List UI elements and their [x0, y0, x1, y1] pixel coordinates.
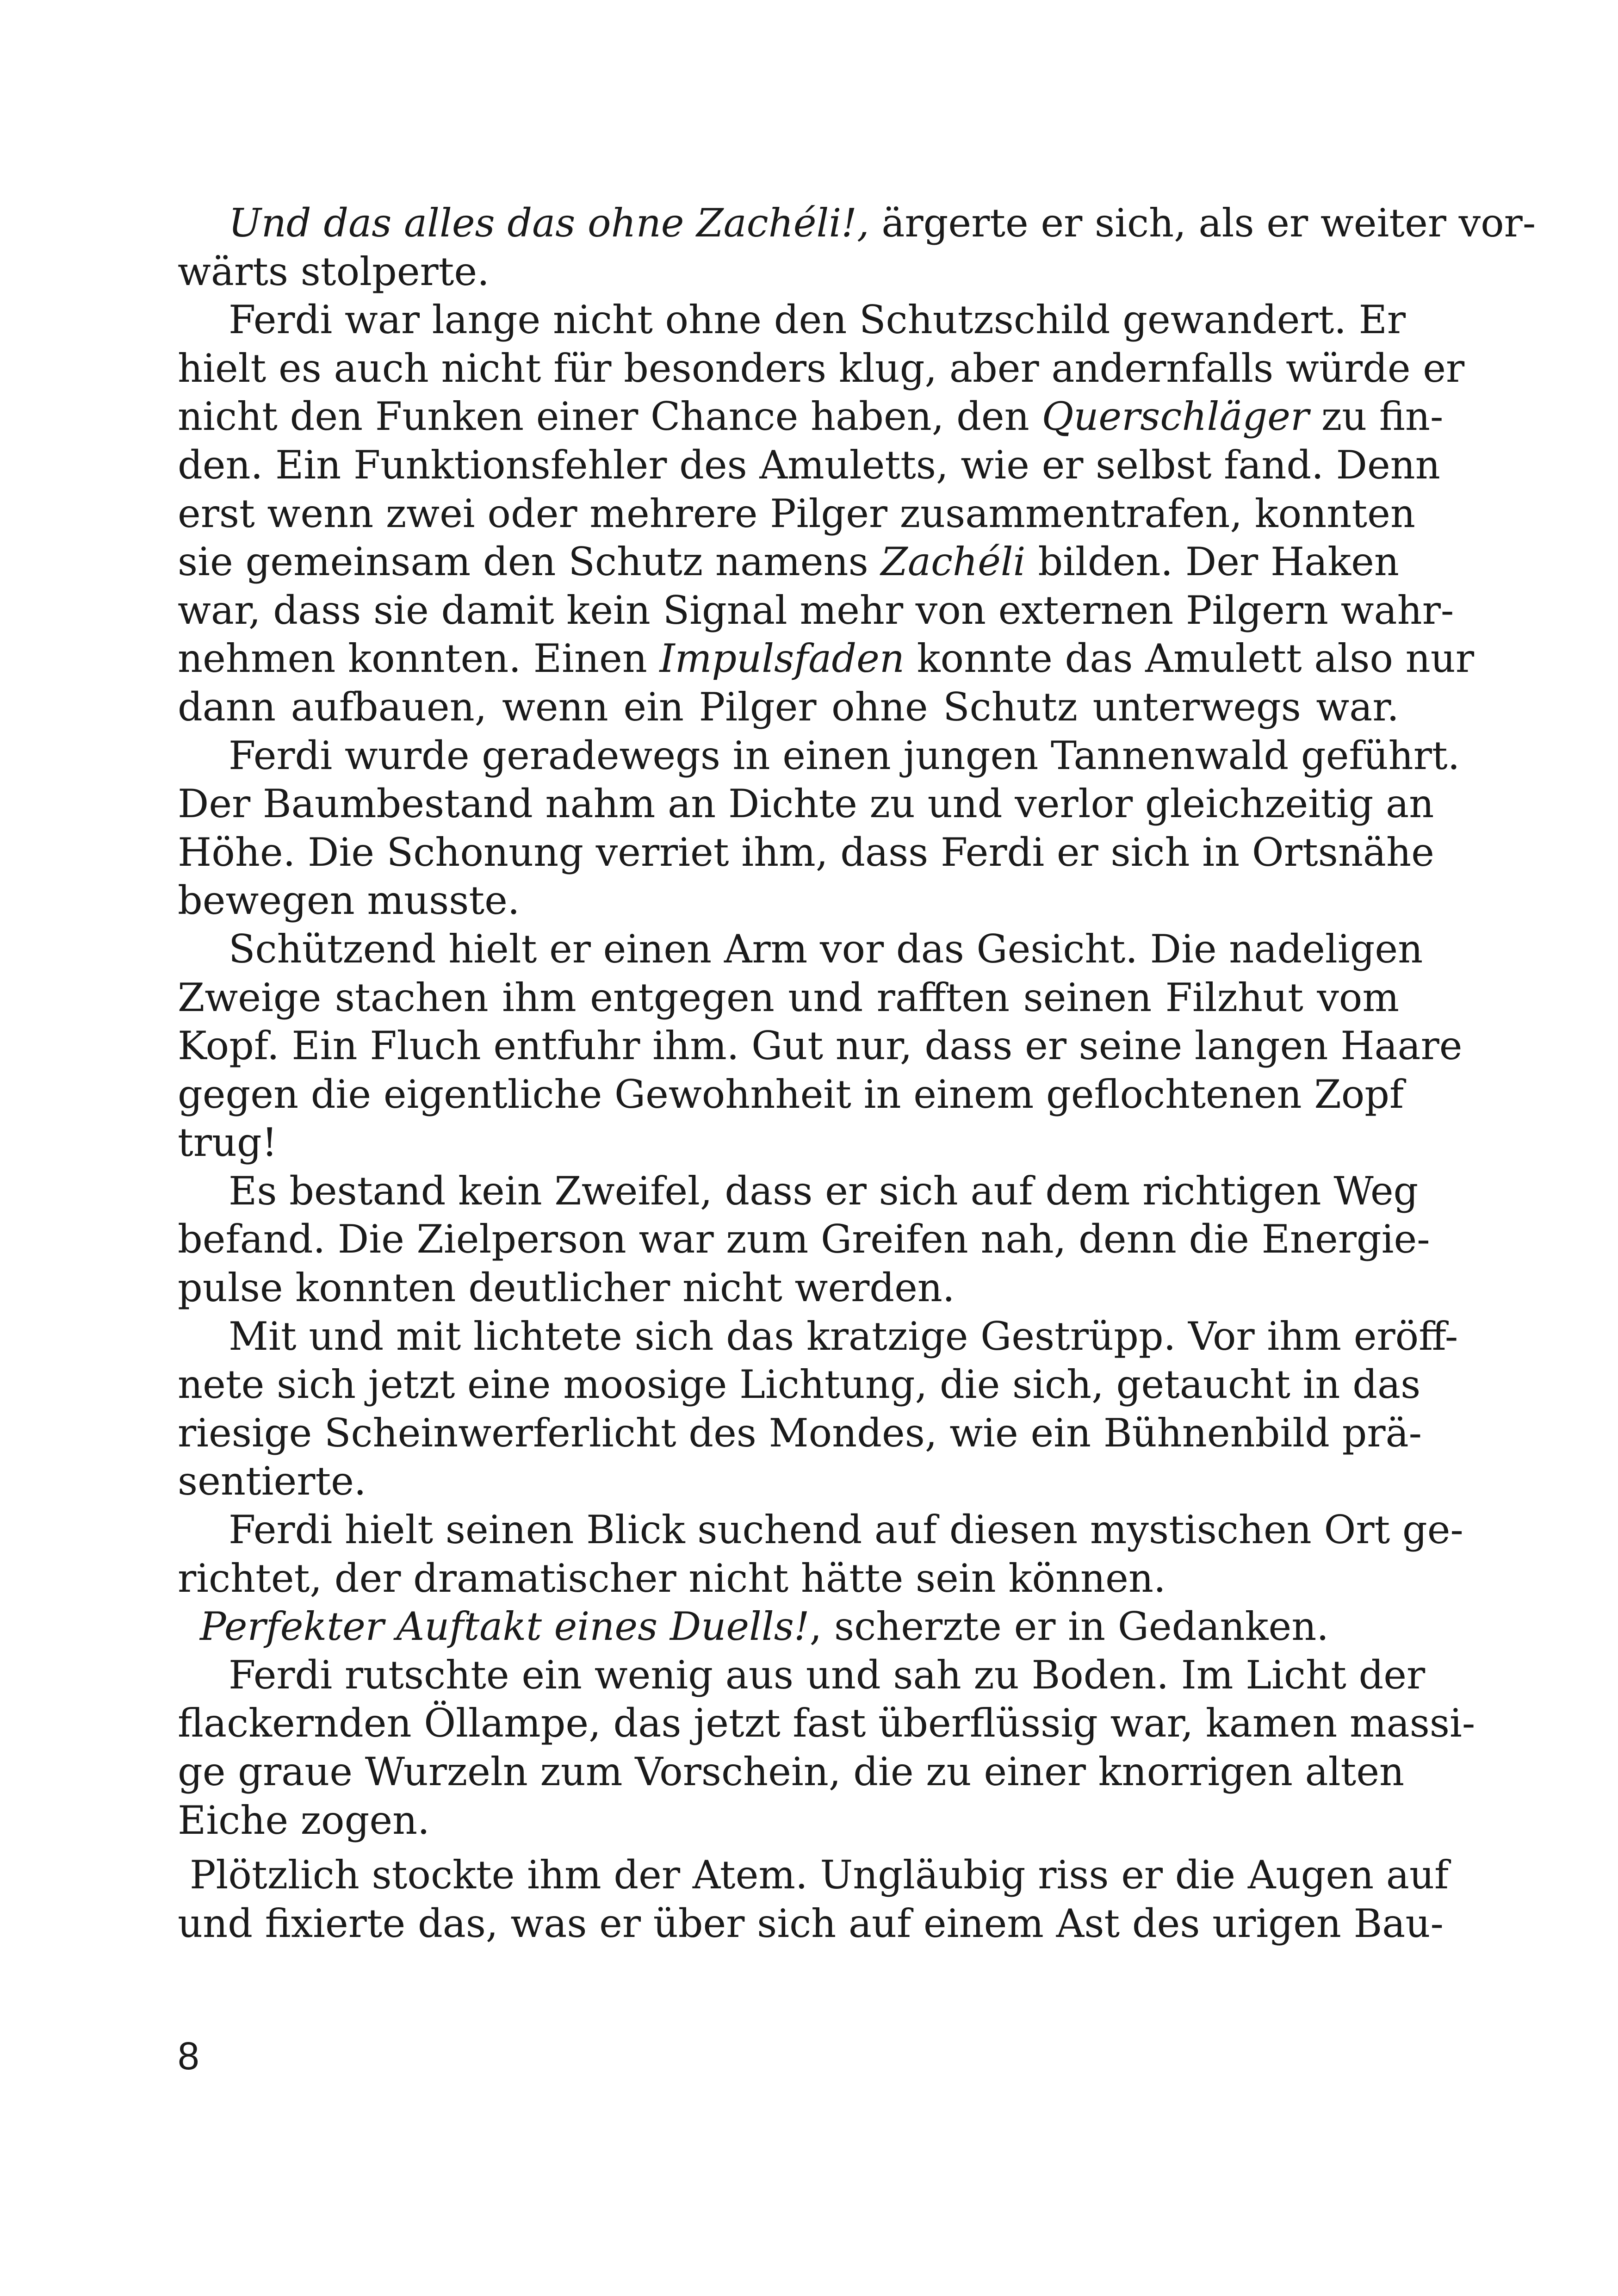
text-line-28: Ferdi hielt seinen Blick suchend auf diesen mystischen Ort ge- — [229, 1507, 1463, 1553]
paragraph-gap — [178, 1844, 1399, 1851]
inner-thought-italic: Perfekter Auftakt eines Duells! — [200, 1604, 810, 1650]
italic-term: Impulsfaden — [659, 636, 905, 682]
text-line-21: Es bestand kein Zweifel, dass er sich auf dem richtigen Weg — [229, 1168, 1419, 1214]
page-number: 8 — [178, 2034, 199, 2078]
text-line-9: war, dass sie damit kein Signal mehr von externen Pilgern wahr- — [178, 587, 1454, 633]
text-line-22: befand. Die Zielperson war zum Greifen nah, denn die Energie- — [178, 1216, 1430, 1262]
text-line-20: trug! — [178, 1120, 278, 1166]
text-line-1: Und das alles das ohne Zachéli!, ärgerte er sich, als er weiter vor- — [229, 200, 1536, 246]
text-line-5: nicht den Funken einer Chance haben, den Querschläger zu fin- — [178, 394, 1444, 440]
text-line-10: nehmen konnten. Einen Impulsfaden konnte das Amulett also nur — [178, 636, 1475, 682]
text-line-29: richtet, der dramatischer nicht hätte sein können. — [178, 1555, 1166, 1601]
italic-term: Zachéli — [880, 539, 1026, 585]
text-line-7: erst wenn zwei oder mehrere Pilger zusammentrafen, konnten — [178, 490, 1415, 536]
text-line-34: Eiche zogen. — [178, 1797, 430, 1843]
text-line-16: Schützend hielt er einen Arm vor das Gesicht. Die nadeligen — [229, 926, 1423, 972]
text-line-3: Ferdi war lange nicht ohne den Schutzschild gewandert. Er — [229, 297, 1406, 343]
text-line-13: Der Baumbestand nahm an Dichte zu und verlor gleichzeitig an — [178, 781, 1434, 827]
text-line-8: sie gemeinsam den Schutz namens Zachéli bilden. Der Haken — [178, 539, 1399, 585]
book-page-text — [178, 199, 1536, 1948]
text-line-2: wärts stolperte. — [178, 248, 490, 294]
text-line-30: Perfekter Auftakt eines Duells!, scherzte er in Gedanken. — [200, 1604, 1329, 1650]
text-line-23: pulse konnten deutlicher nicht werden. — [178, 1265, 955, 1311]
inner-thought-italic: Und das alles das ohne Zachéli!, — [229, 200, 869, 246]
text-line-36: und fixierte das, was er über sich auf einem Ast des urigen Bau- — [178, 1900, 1444, 1946]
text-line-35: Plötzlich stockte ihm der Atem. Ungläubig riss er die Augen auf — [190, 1852, 1449, 1898]
text-line-6: den. Ein Funktionsfehler des Amuletts, wie er selbst fand. Denn — [178, 442, 1440, 488]
text-line-25: nete sich jetzt eine moosige Lichtung, die sich, getaucht in das — [178, 1362, 1421, 1408]
text-line-18: Kopf. Ein Fluch entfuhr ihm. Gut nur, dass er seine langen Haare — [178, 1023, 1463, 1069]
text-line-19: gegen die eigentliche Gewohnheit in einem geflochtenen Zopf — [178, 1071, 1404, 1117]
text-line-32: flackernden Öllampe, das jetzt fast überflüssig war, kamen massi- — [178, 1700, 1475, 1746]
text-line-31: Ferdi rutschte ein wenig aus und sah zu Boden. Im Licht der — [229, 1652, 1426, 1698]
text-line-27: sentierte. — [178, 1458, 366, 1504]
italic-term: Querschläger — [1041, 394, 1309, 440]
text-line-33: ge graue Wurzeln zum Vorschein, die zu einer knorrigen alten — [178, 1749, 1405, 1794]
text-line-4: hielt es auch nicht für besonders klug, aber andernfalls würde er — [178, 345, 1465, 391]
text-line-15: bewegen musste. — [178, 878, 520, 924]
text-line-24: Mit und mit lichtete sich das kratzige Gestrüpp. Vor ihm eröff- — [229, 1313, 1458, 1359]
text-line-26: riesige Scheinwerferlicht des Mondes, wie ein Bühnenbild prä- — [178, 1410, 1422, 1456]
text-line-14: Höhe. Die Schonung verriet ihm, dass Ferdi er sich in Ortsnähe — [178, 829, 1434, 875]
text-line-11: dann aufbauen, wenn ein Pilger ohne Schutz unterwegs war. — [178, 684, 1399, 730]
text-line-17: Zweige stachen ihm entgegen und rafften seinen Filzhut vom — [178, 974, 1399, 1020]
text-line-12: Ferdi wurde geradewegs in einen jungen Tannenwald geführt. — [229, 732, 1460, 778]
